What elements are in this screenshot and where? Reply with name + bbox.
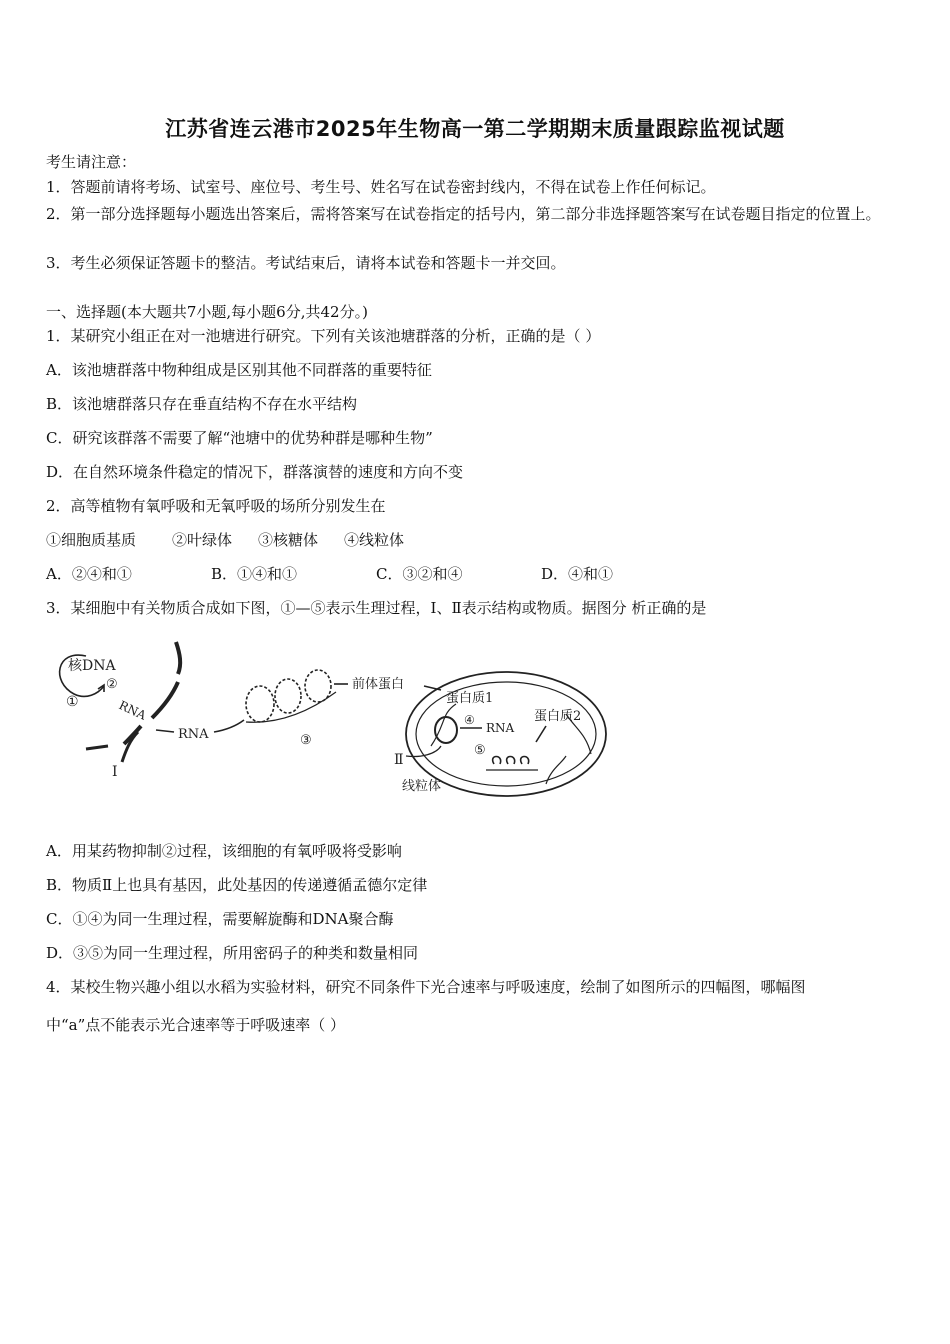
label-rna-a: RNA [116,698,149,723]
label-process-2: ② [106,677,118,692]
q2-option-b: B．①④和① [211,565,298,583]
q2-option-c: C．③②和④ [376,565,463,583]
page-title: 江苏省连云港市2025年生物高一第二学期期末质量跟踪监视试题 [165,117,785,141]
q1-option-b: B．该池塘群落只存在垂直结构不存在水平结构 [46,395,358,413]
label-precursor: 前体蛋白 [352,677,405,692]
mito-dna-ring [435,717,457,743]
chromosome-stroke-5 [86,746,108,749]
q4-stem-line1: 4．某校生物兴趣小组以水稻为实验材料，研究不同条件下光合速率与呼吸速度，绘制了如图所示的四幅图，哪幅图 [46,978,806,996]
chromosome-stroke-1 [176,642,180,674]
q1-option-c: C．研究该群落不需要了解“池塘中的优势种群是哪种生物” [46,429,433,447]
q2-item-2: ②叶绿体 [172,531,233,549]
label-process-1: ① [66,694,79,710]
label-structure-2: Ⅱ [394,752,404,768]
q4-stem-line2: 中“a”点不能表示光合速率等于呼吸速率（ ） [46,1016,346,1034]
label-structure-1: Ⅰ [112,764,118,780]
notice-item-3: 3．考生必须保证答题卡的整洁。考试结束后，请将本试卷和答题卡一并交回。 [46,254,566,272]
notice-heading: 考生请注意： [46,153,137,171]
q2-item-1: ①细胞质基质 [46,531,137,549]
ribosome-3 [305,670,331,702]
q3-figure [46,634,626,804]
arrow-to-protein2 [536,726,546,742]
q1-stem: 1．某研究小组正在对一池塘进行研究。下列有关该池塘群落的分析，正确的是（ ） [46,327,601,345]
ribosome-1 [246,686,274,722]
q1-option-a: A．该池塘群落中物种组成是区别其他不同群落的重要特征 [46,361,432,379]
q2-stem: 2．高等植物有氧呼吸和无氧呼吸的场所分别发生在 [46,497,386,515]
q1-option-d: D．在自然环境条件稳定的情况下，群落演替的速度和方向不变 [46,463,464,481]
q3-option-b: B．物质Ⅱ上也具有基因，此处基因的传递遵循孟德尔定律 [46,876,428,894]
arrow-to-ribosomes [214,720,244,732]
q3-option-a: A．用某药物抑制②过程，该细胞的有氧呼吸将受影响 [46,842,402,860]
chromosome-stroke-2 [152,682,178,718]
label-nuclear-dna: 核DNA [68,658,116,674]
mrna-strand [246,692,336,722]
mito-ribosomes [493,757,529,765]
label-mitochondrion: 线粒体 [402,779,442,794]
q2-option-d: D．④和① [541,565,614,583]
label-process-4: ④ [464,713,475,727]
label-rna-c: RNA [486,721,515,735]
ribosome-2 [275,679,301,713]
q3-option-d: D．③⑤为同一生理过程，所用密码子的种类和数量相同 [46,944,419,962]
q3-stem: 3．某细胞中有关物质合成如下图，①—⑤表示生理过程，Ⅰ、Ⅱ表示结构或物质。据图分 析正确的是 [46,599,707,617]
notice-item-2: 2．第一部分选择题每小题选出答案后，需将答案写在试卷指定的括号内，第二部分非选择题答案写在试卷题目指定的位置上。 [46,205,881,223]
label-process-5: ⑤ [474,743,486,758]
q3-option-c: C．①④为同一生理过程，需要解旋酶和DNA聚合酶 [46,910,394,928]
q2-option-a: A．②④和① [46,565,132,583]
notice-item-1: 1．答题前请将考场、试室号、座位号、考生号、姓名写在试卷密封线内，不得在试卷上作任何标记。 [46,178,716,196]
q2-item-4: ④线粒体 [344,531,405,549]
section-heading: 一、选择题(本大题共7小题,每小题6分,共42分。) [46,303,368,321]
label-protein2: 蛋白质2 [534,709,582,724]
arrow-rna-1 [156,730,174,732]
label-process-3: ③ [300,733,312,748]
q2-item-3: ③核糖体 [258,531,319,549]
label-protein1: 蛋白质1 [446,691,494,706]
label-rna-b: RNA [178,727,209,742]
